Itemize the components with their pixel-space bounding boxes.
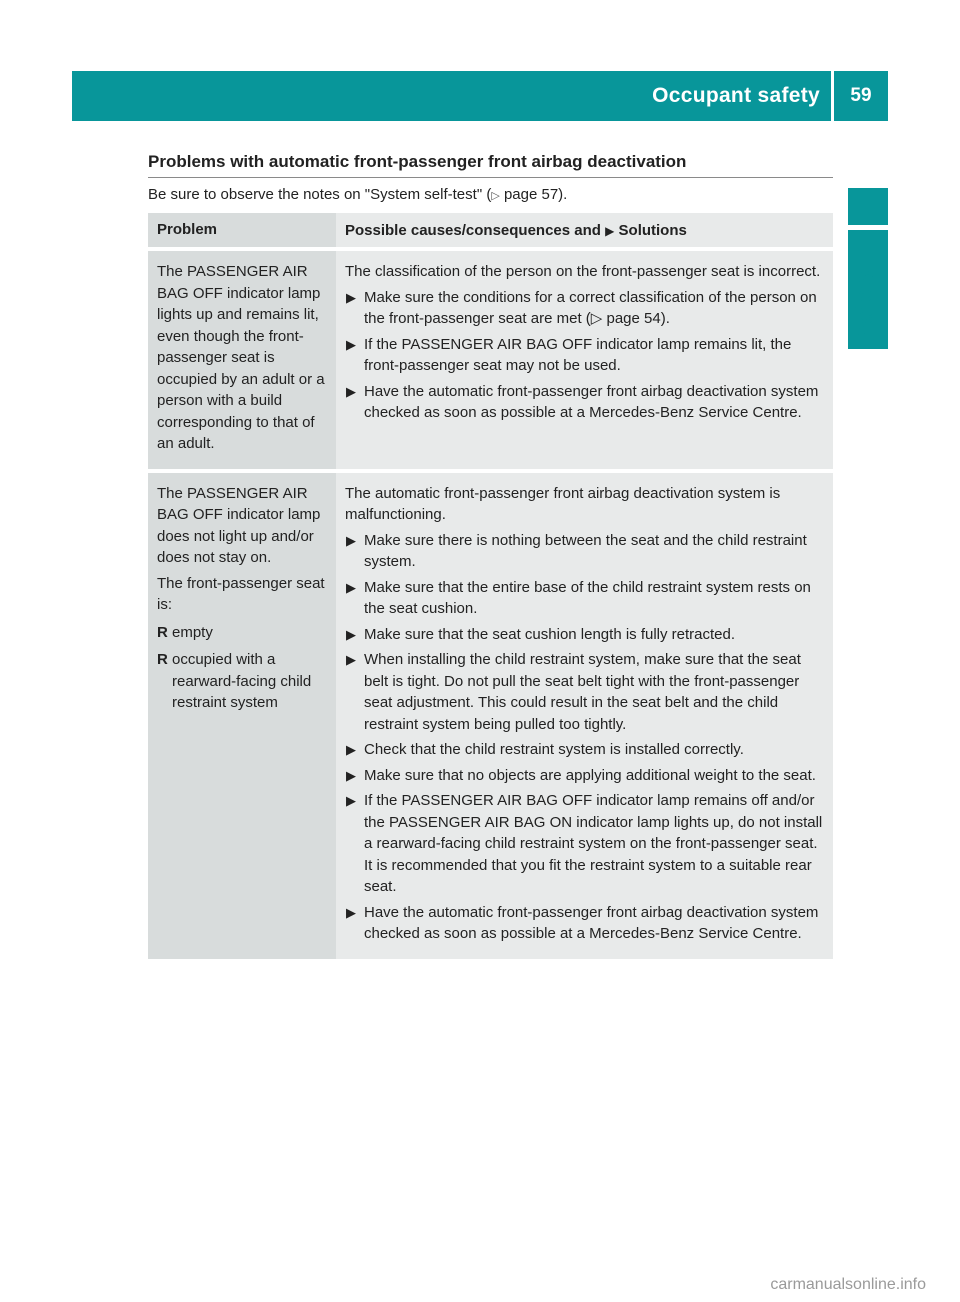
arrow-right-icon: ▶ xyxy=(346,336,356,352)
solution-cell xyxy=(336,473,833,959)
step-text: If the PASSENGER AIR BAG OFF indicator lamp remains lit, the front-passenger seat may not be used. xyxy=(364,335,792,374)
arrow-right-icon: ▶ xyxy=(605,224,615,238)
solution-step xyxy=(345,334,826,377)
arrow-right-icon: ▶ xyxy=(346,793,356,808)
problem-cell xyxy=(148,473,336,959)
solution-step xyxy=(345,739,826,761)
solution-step xyxy=(345,530,826,573)
cause-text: The classification of the person on the front-passenger seat is incorrect. xyxy=(345,263,821,280)
arrow-right-icon: ▶ xyxy=(346,579,356,595)
header-solutions-text: Possible causes/consequences and xyxy=(345,222,606,239)
arrow-right-icon: ▶ xyxy=(346,742,356,757)
list-item xyxy=(157,622,327,644)
header-bar xyxy=(72,71,888,121)
chapter-title: Occupant safety xyxy=(652,84,820,107)
table-header-row xyxy=(148,213,833,247)
problem-cell xyxy=(148,251,336,469)
step-text: Make sure that the seat cushion length is fully retracted. xyxy=(364,625,736,643)
header-solutions xyxy=(336,213,833,247)
solution-step xyxy=(345,287,826,330)
step-text: Make sure the conditions for a correct classification of the person on the front-passenger seat are met (▷ page 54). xyxy=(364,288,817,327)
R-bullet-icon: R xyxy=(157,623,168,641)
page-ref-link[interactable]: page 57). xyxy=(499,186,568,203)
header-solutions-label: Solutions xyxy=(614,222,687,239)
cause-text: The automatic front-passenger front airbag deactivation system is malfunctioning. xyxy=(345,484,781,523)
bullet-text: occupied with a rearward-facing child restraint system xyxy=(172,651,312,711)
step-text: Have the automatic front-passenger front airbag deactivation system checked as soon as possible at a Mercedes-Benz Service Centre. xyxy=(364,382,819,421)
section-title: Problems with automatic front-passenger front airbag deactivation xyxy=(148,152,687,171)
side-tab-gap xyxy=(848,225,888,230)
solution-step xyxy=(345,902,826,945)
R-bullet-icon: R xyxy=(157,651,168,668)
table-row xyxy=(148,473,833,959)
arrow-right-icon: ▶ xyxy=(346,626,356,642)
side-tab-label: Safety xyxy=(851,267,878,340)
solution-step xyxy=(345,790,826,898)
intro-text-start: Be sure to observe the notes on "System self-test" ( xyxy=(148,186,492,203)
step-text: Check that the child restraint system is installed correctly. xyxy=(364,741,744,758)
page-ref-icon: ▷ xyxy=(491,190,500,202)
solution-step xyxy=(345,765,826,787)
step-text: Make sure there is nothing between the seat and the child restraint system. xyxy=(364,531,807,570)
table-row xyxy=(148,251,833,469)
arrow-right-icon: ▶ xyxy=(346,383,356,399)
arrow-right-icon: ▶ xyxy=(346,289,356,305)
list-item xyxy=(157,649,327,714)
solution-step xyxy=(345,577,826,620)
step-text: Make sure that no objects are applying additional weight to the seat. xyxy=(364,766,816,784)
arrow-right-icon: ▶ xyxy=(346,652,356,667)
problem-text: The PASSENGER AIR BAG OFF indicator lamp does not light up and/or does not stay on. xyxy=(157,484,321,566)
step-text: When installing the child restraint system, make sure that the seat belt is tight. Do not pull the seat belt tight with the front-passenger seat adjustment. This could result in the seat belt and the child restraint system being pulled too tightly. xyxy=(364,651,801,733)
arrow-right-icon: ▶ xyxy=(346,532,356,548)
solution-cell xyxy=(336,251,833,469)
bullet-text: empty xyxy=(172,623,213,641)
intro-text xyxy=(148,186,567,203)
problem-text: The PASSENGER AIR BAG OFF indicator lamp lights up and remains lit, even though the front-passenger seat is occupied by an adult or a person with a build corresponding to that of an adult. xyxy=(157,263,325,452)
header-problem: Problem xyxy=(148,213,336,247)
arrow-right-icon: ▶ xyxy=(346,767,356,783)
page-number: 59 xyxy=(850,85,872,106)
watermark: carmanualsonline.info xyxy=(770,1276,926,1293)
arrow-right-icon: ▶ xyxy=(346,904,356,920)
title-divider xyxy=(148,177,833,178)
problem-subtext: The front-passenger seat is: xyxy=(157,574,325,613)
problems-table xyxy=(148,213,833,959)
side-tab-square xyxy=(848,188,888,225)
step-text: If the PASSENGER AIR BAG OFF indicator lamp remains off and/or the PASSENGER AIR BAG ON indicator lamp lights up, do not install a rearward-facing child restraint system on the front-passenger seat. It is recommended that you fit the restraint system to a suitable rear seat. xyxy=(364,792,823,895)
solution-step xyxy=(345,381,826,424)
step-text: Make sure that the entire base of the child restraint system rests on the seat cushion. xyxy=(364,578,811,617)
solution-step xyxy=(345,624,826,646)
step-text: Have the automatic front-passenger front airbag deactivation system checked as soon as possible at a Mercedes-Benz Service Centre. xyxy=(364,903,819,942)
header-divider xyxy=(831,71,834,121)
solution-step xyxy=(345,649,826,735)
